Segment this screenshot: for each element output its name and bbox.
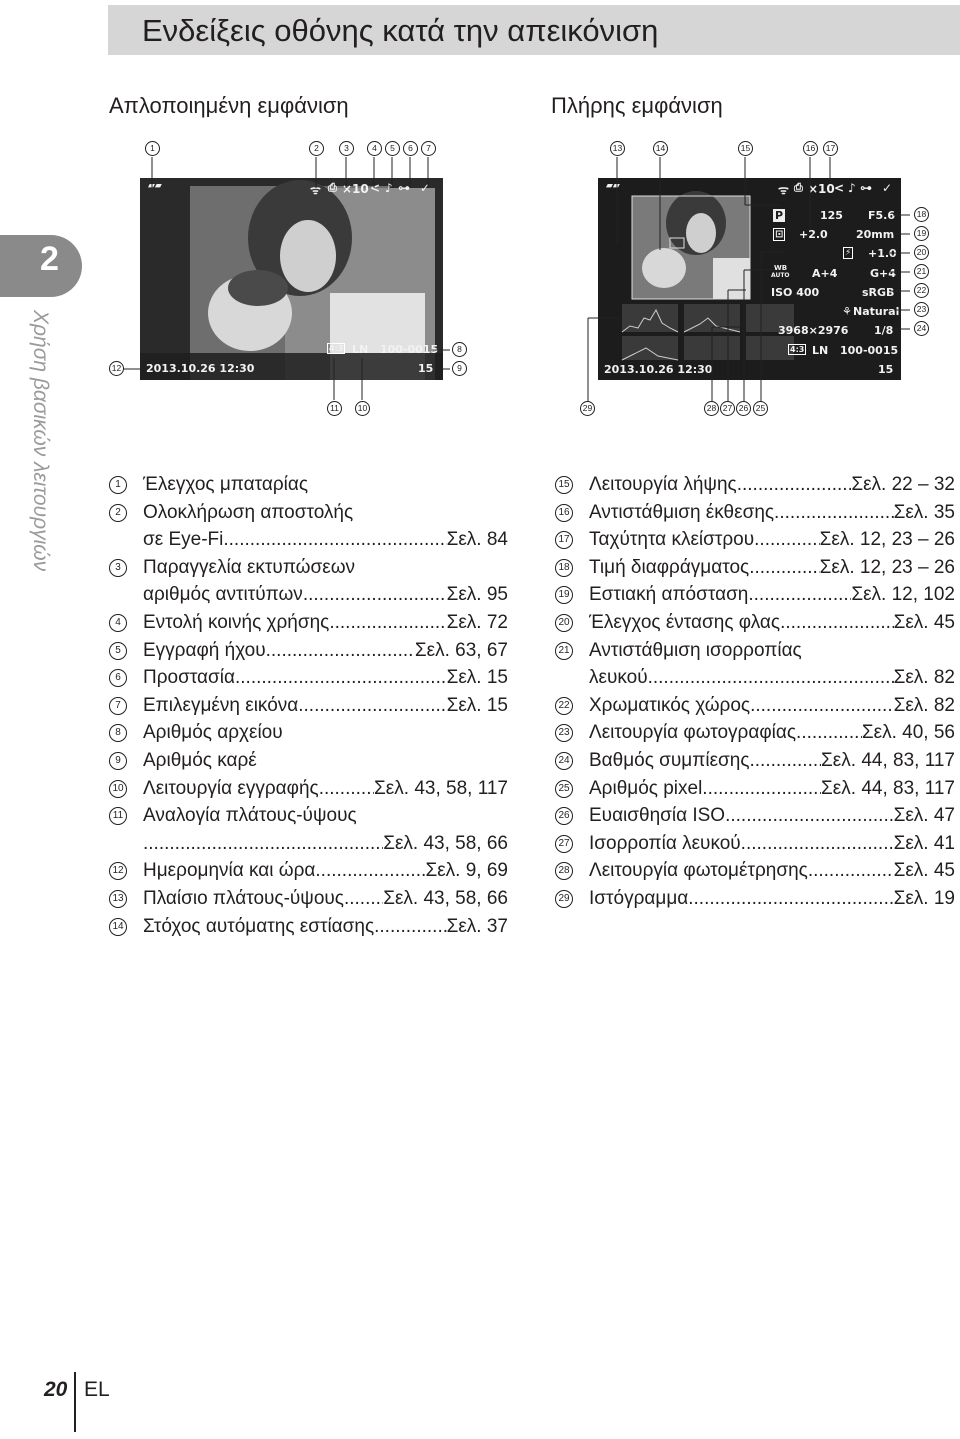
list-number: 16 <box>555 504 573 522</box>
list-text: Εστιακή απόσταση <box>589 584 749 606</box>
metering-icon: ⊡ <box>775 229 784 240</box>
list-number: 21 <box>555 642 573 660</box>
right-legend-list <box>555 471 955 913</box>
chapter-title: Χρήση βασικών λειτουργιών <box>29 310 52 572</box>
list-text: Λειτουργία λήψης <box>589 474 737 495</box>
list-item <box>109 692 508 720</box>
list-ref: Σελ. 43, 58, 117 <box>374 777 508 799</box>
datetime: 2013.10.26 12:30 <box>146 362 255 375</box>
callout-1: 1 <box>145 141 160 156</box>
list-ref: Σελ. 47 <box>893 805 955 827</box>
list-item <box>109 499 508 554</box>
list-ref: Σελ. 63, 67 <box>414 639 508 661</box>
list-number: 17 <box>555 531 573 549</box>
callout-12: 12 <box>109 361 124 376</box>
wb-compensation-g: G+4 <box>870 267 896 280</box>
full-eyefi-icon: ᯤ <box>778 183 789 197</box>
list-number: 6 <box>109 669 127 687</box>
callout-20: 20 <box>914 245 929 260</box>
callout-21: 21 <box>914 264 929 279</box>
color-space: sRGB <box>862 286 895 299</box>
list-number: 15 <box>555 476 573 494</box>
list-item <box>555 581 955 609</box>
full-datetime: 2013.10.26 12:30 <box>604 363 713 376</box>
callout-8: 8 <box>452 342 467 357</box>
list-ref: Σελ. 19 <box>893 887 955 909</box>
wb-compensation-a: A+4 <box>812 267 838 280</box>
protect-icon: ⊶ <box>398 181 410 195</box>
picture-mode: Natural <box>853 305 900 318</box>
callout-13: 13 <box>610 141 625 156</box>
callout-15: 15 <box>738 141 753 156</box>
list-number: 23 <box>555 724 573 742</box>
aperture-value: F5.6 <box>868 209 896 222</box>
full-battery-icon: ▰▰ <box>606 181 620 191</box>
list-item <box>109 471 508 499</box>
list-item <box>555 471 955 499</box>
check-icon: ✓ <box>420 181 431 195</box>
shooting-mode: P <box>775 209 784 222</box>
callout-2: 2 <box>309 141 324 156</box>
list-text: Παραγγελία εκτυπώσεων <box>143 556 356 578</box>
list-item <box>555 885 955 913</box>
list-number: 28 <box>555 862 573 880</box>
list-ref: Σελ. 82 <box>893 694 955 716</box>
list-number: 3 <box>109 559 127 577</box>
list-item <box>109 719 508 747</box>
callout-6: 6 <box>403 141 418 156</box>
list-text: Ευαισθησία ISO <box>589 805 726 827</box>
list-number: 11 <box>109 807 127 825</box>
eyefi-icon: ᯤ <box>310 183 321 197</box>
list-text: Ισορροπία λευκού <box>589 832 741 854</box>
list-ref: Σελ. 45 <box>893 860 955 882</box>
full-aspect-ratio: 4:3 <box>790 345 805 354</box>
shutter-speed: 125 <box>820 209 843 222</box>
list-ref: Σελ. 12, 23 – 26 <box>819 556 955 578</box>
callout-26: 26 <box>736 401 751 416</box>
list-ref: Σελ. 45 <box>893 611 955 633</box>
list-text: Αντιστάθμιση ισορροπίας <box>589 639 802 661</box>
callout-9: 9 <box>452 361 467 376</box>
list-number: 5 <box>109 642 127 660</box>
list-ref: Σελ. 95 <box>446 584 508 606</box>
full-print-icon: ⎙ <box>794 181 803 194</box>
full-protect-icon: ⊶ <box>860 181 872 195</box>
footer-divider <box>74 1372 76 1432</box>
list-ref: Σελ. 12, 102 <box>851 584 955 606</box>
list-ref: Σελ. 84 <box>446 529 508 551</box>
full-callout-lines <box>560 140 960 420</box>
list-number: 27 <box>555 835 573 853</box>
list-item <box>109 554 508 609</box>
list-ref: Σελ. 82 <box>893 667 955 689</box>
list-ref: Σελ. 22 – 32 <box>851 474 955 495</box>
callout-23: 23 <box>914 302 929 317</box>
full-frame-number: 15 <box>878 363 894 376</box>
list-text: Αριθμός pixel <box>589 777 703 799</box>
list-number: 8 <box>109 724 127 742</box>
list-item <box>109 802 508 857</box>
list-ref: Σελ. 12, 23 – 26 <box>819 529 955 551</box>
list-ref: Σελ. 41 <box>893 832 955 854</box>
list-ref: Σελ. 15 <box>446 694 508 716</box>
list-text: Πλαίσιο πλάτους-ύψους <box>143 887 344 909</box>
callout-24: 24 <box>914 321 929 336</box>
chapter-number: 2 <box>40 240 59 278</box>
callout-25: 25 <box>753 401 768 416</box>
page-title: Ενδείξεις οθόνης κατά την απεικόνιση <box>142 13 659 48</box>
pixel-count: 3968×2976 <box>778 324 849 337</box>
picture-mode-icon: ⚘ <box>842 305 852 318</box>
list-ref: Σελ. 40, 56 <box>861 722 955 744</box>
list-text: Λειτουργία φωτομέτρησης <box>589 860 808 882</box>
list-item <box>109 913 508 941</box>
list-text-cont: αριθμός αντιτύπων <box>143 584 303 606</box>
simple-callout-lines <box>100 140 480 420</box>
full-sound-icon: ♪ <box>848 181 856 195</box>
list-ref: Σελ. 43, 58, 66 <box>383 887 508 909</box>
callout-16: 16 <box>803 141 818 156</box>
list-ref: Σελ. 44, 83, 117 <box>821 749 955 771</box>
wb-label: WB <box>774 264 788 272</box>
list-item <box>555 609 955 637</box>
callout-3: 3 <box>339 141 354 156</box>
list-number: 18 <box>555 559 573 577</box>
list-item <box>109 609 508 637</box>
print-count: ×10 <box>342 182 369 196</box>
callout-27: 27 <box>720 401 735 416</box>
list-item <box>555 747 955 775</box>
list-ref: Σελ. 9, 69 <box>425 860 508 882</box>
list-text: Λειτουργία φωτογραφίας <box>589 722 797 744</box>
list-number: 1 <box>109 476 127 494</box>
list-number: 13 <box>109 890 127 908</box>
flash-icon: ⚡ <box>845 248 852 258</box>
list-text-cont: λευκού <box>589 667 648 689</box>
callout-17: 17 <box>823 141 838 156</box>
iso-value: ISO 400 <box>771 286 820 299</box>
list-item <box>109 747 508 775</box>
chapter-title-wrap <box>26 310 54 640</box>
callout-14: 14 <box>653 141 668 156</box>
callout-4: 4 <box>367 141 382 156</box>
list-item <box>555 637 955 692</box>
list-ref: Σελ. 43, 58, 66 <box>383 832 508 854</box>
callout-10: 10 <box>355 401 370 416</box>
list-text: Προστασία <box>143 667 235 689</box>
share-icon: < <box>370 181 381 195</box>
list-number: 10 <box>109 780 127 798</box>
list-text: Έλεγχος έντασης φλας <box>589 611 781 633</box>
list-text: Βαθμός συμπίεσης <box>589 749 750 771</box>
language-code: EL <box>84 1378 110 1401</box>
list-number: 14 <box>109 918 127 936</box>
record-mode: LN <box>352 343 369 356</box>
list-text: Αντιστάθμιση έκθεσης <box>589 501 775 523</box>
list-ref: Σελ. 15 <box>446 667 508 689</box>
list-number: 26 <box>555 807 573 825</box>
list-ref: Σελ. 44, 83, 117 <box>821 777 955 799</box>
list-number: 12 <box>109 862 127 880</box>
list-text: Επιλεγμένη εικόνα <box>143 694 299 716</box>
list-item <box>555 802 955 830</box>
list-item <box>109 664 508 692</box>
file-number: 100-0015 <box>380 343 439 356</box>
list-item <box>555 857 955 885</box>
list-text: Έλεγχος μπαταρίας <box>143 474 308 495</box>
print-icon: ⎙ <box>328 181 337 194</box>
list-item <box>109 885 508 913</box>
list-text: Ημερομηνία και ώρα <box>143 860 316 882</box>
sound-icon: ♪ <box>385 181 393 195</box>
list-item <box>555 499 955 527</box>
full-record-mode: LN <box>812 344 829 357</box>
flash-compensation: +1.0 <box>868 247 897 260</box>
list-item <box>555 554 955 582</box>
list-item <box>109 775 508 803</box>
list-number: 29 <box>555 890 573 908</box>
list-text: Αναλογία πλάτους-ύψους <box>143 805 357 827</box>
list-item <box>109 857 508 885</box>
callout-19: 19 <box>914 226 929 241</box>
list-number: 20 <box>555 614 573 632</box>
list-ref: Σελ. 35 <box>893 501 955 523</box>
list-text: Ιστόγραμμα <box>589 887 689 909</box>
list-text: Χρωματικός χώρος <box>589 694 751 716</box>
full-check-icon: ✓ <box>882 181 893 195</box>
list-number: 25 <box>555 780 573 798</box>
section-simple-heading: Απλοποιημένη εμφάνιση <box>109 93 349 118</box>
list-text: Εγγραφή ήχου <box>143 639 266 661</box>
list-text: Εντολή κοινής χρήσης <box>143 611 330 633</box>
list-item <box>555 526 955 554</box>
list-item <box>555 692 955 720</box>
list-number: 24 <box>555 752 573 770</box>
section-full-heading: Πλήρης εμφάνιση <box>551 93 723 118</box>
frame-number: 15 <box>418 362 434 375</box>
list-text: Αριθμός αρχείου <box>143 722 283 744</box>
aspect-ratio: 4:3 <box>329 344 344 353</box>
callout-11: 11 <box>327 401 342 416</box>
page-number: 20 <box>44 1378 68 1401</box>
list-text: Τιμή διαφράγματος <box>589 556 750 578</box>
list-text: Αριθμός καρέ <box>143 749 257 771</box>
callout-18: 18 <box>914 207 929 222</box>
header-bar <box>108 5 960 55</box>
callout-7: 7 <box>421 141 436 156</box>
list-ref: Σελ. 72 <box>446 611 508 633</box>
list-item <box>555 719 955 747</box>
list-text: Λειτουργία εγγραφής <box>143 777 319 799</box>
list-number: 2 <box>109 504 127 522</box>
list-number: 9 <box>109 752 127 770</box>
list-number: 22 <box>555 697 573 715</box>
list-item <box>555 775 955 803</box>
focal-length: 20mm <box>856 228 895 241</box>
list-text: Ταχύτητα κλείστρου <box>589 529 755 551</box>
callout-29: 29 <box>580 401 595 416</box>
full-share-icon: < <box>834 181 845 195</box>
callout-22: 22 <box>914 283 929 298</box>
full-file-number: 100-0015 <box>840 344 899 357</box>
exposure-compensation: +2.0 <box>799 228 828 241</box>
left-legend-list <box>109 471 508 940</box>
list-number: 4 <box>109 614 127 632</box>
list-text: Στόχος αυτόματης εστίασης <box>143 915 375 937</box>
wb-auto-label: AUTO <box>771 272 790 279</box>
list-text-cont: σε Eye-Fi <box>143 529 224 551</box>
list-item <box>555 830 955 858</box>
battery-icon: ▰▰ <box>148 181 162 191</box>
list-number: 19 <box>555 586 573 604</box>
list-text: Ολοκλήρωση αποστολής <box>143 501 354 523</box>
full-print-count: ×10 <box>808 182 835 196</box>
list-ref: Σελ. 37 <box>446 915 508 937</box>
list-item <box>109 637 508 665</box>
callout-28: 28 <box>704 401 719 416</box>
list-number: 7 <box>109 697 127 715</box>
callout-5: 5 <box>385 141 400 156</box>
compression: 1/8 <box>874 324 894 337</box>
